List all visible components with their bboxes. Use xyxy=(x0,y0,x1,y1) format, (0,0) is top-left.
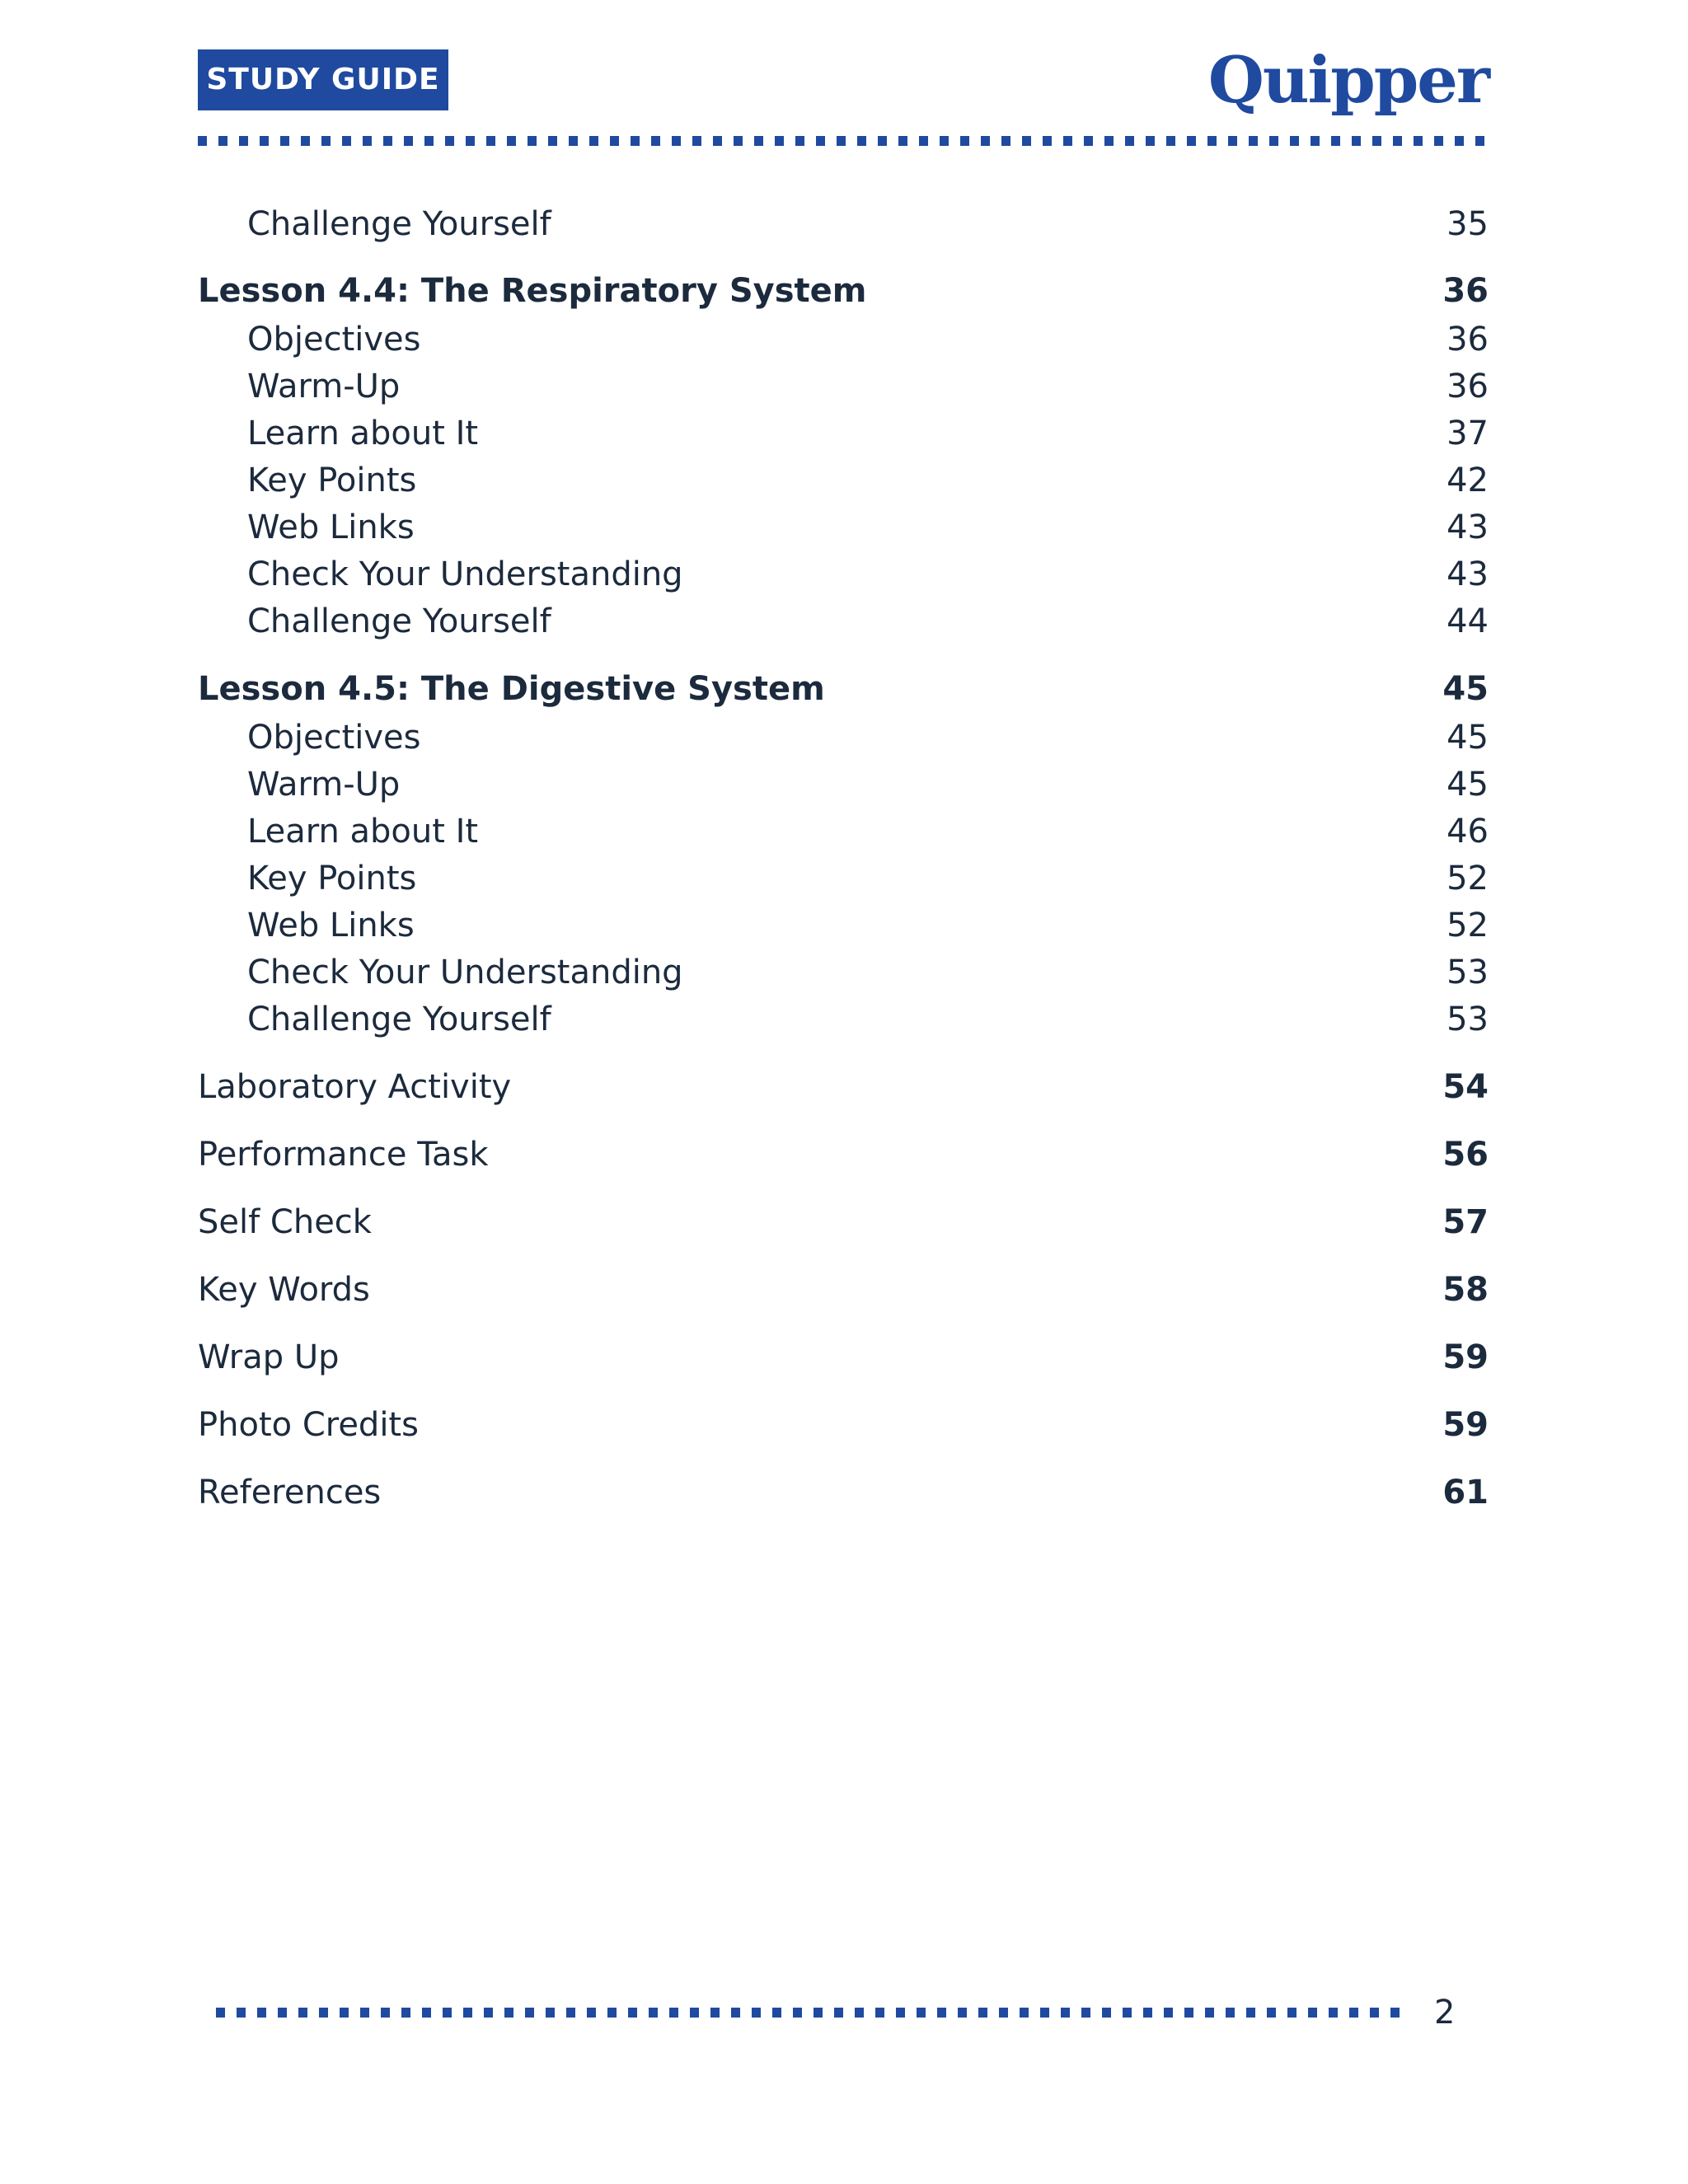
toc-entry-label: Self Check xyxy=(198,1203,372,1241)
toc-entry-photo-credits[interactable] xyxy=(198,1402,1489,1448)
toc-entry-label: Key Points xyxy=(247,462,417,499)
toc-entry-page: 54 xyxy=(1442,1068,1489,1106)
toc-entry-label: References xyxy=(198,1474,382,1511)
toc-entry-page: 43 xyxy=(1447,509,1489,546)
toc-entry-warm-up[interactable] xyxy=(198,363,1489,410)
header-dotted-divider xyxy=(198,136,1489,146)
toc-entry-label: Check Your Understanding xyxy=(247,555,683,593)
page-number: 2 xyxy=(1434,1994,1456,2032)
toc-entry-label: Performance Task xyxy=(198,1136,489,1174)
toc-entry-key-points[interactable] xyxy=(198,457,1489,504)
toc-lesson-4-4[interactable] xyxy=(198,268,1489,314)
toc-entry-page: 36 xyxy=(1442,272,1489,310)
toc-entry-page: 52 xyxy=(1447,907,1489,944)
toc-entry-label: Lesson 4.5: The Digestive System xyxy=(198,670,825,708)
toc-entry-page: 59 xyxy=(1442,1406,1489,1444)
toc-entry-web-links[interactable] xyxy=(198,504,1489,551)
toc-entry-performance-task[interactable] xyxy=(198,1132,1489,1178)
toc-entry-page: 45 xyxy=(1442,670,1489,708)
toc-entry-label: Photo Credits xyxy=(198,1406,419,1444)
toc-entry-web-links[interactable] xyxy=(198,902,1489,949)
toc-entry-challenge-yourself[interactable] xyxy=(198,598,1489,644)
toc-entry-page: 61 xyxy=(1442,1474,1489,1511)
study-guide-badge: STUDY GUIDE xyxy=(198,49,448,110)
toc-entry-label: Warm-Up xyxy=(247,766,401,804)
toc-entry-label: Web Links xyxy=(247,509,415,546)
toc-entry-label: Challenge Yourself xyxy=(247,205,551,243)
toc-entry-learn-about-it[interactable] xyxy=(198,410,1489,457)
toc-entry-label: Learn about It xyxy=(247,415,479,452)
toc-entry-wrap-up[interactable] xyxy=(198,1334,1489,1380)
toc-entry-key-points[interactable] xyxy=(198,855,1489,902)
toc-entry-page: 53 xyxy=(1447,954,1489,991)
toc-entry-page: 56 xyxy=(1442,1136,1489,1174)
toc-entry-challenge-yourself[interactable] xyxy=(198,201,1489,247)
toc-entry-page: 36 xyxy=(1447,368,1489,405)
toc-entry-label: Objectives xyxy=(247,321,421,359)
toc-entry-laboratory-activity[interactable] xyxy=(198,1064,1489,1110)
toc-entry-label: Web Links xyxy=(247,907,415,944)
toc-entry-learn-about-it[interactable] xyxy=(198,808,1489,855)
toc-entry-label: Challenge Yourself xyxy=(247,1001,551,1038)
toc-entry-page: 57 xyxy=(1442,1203,1489,1241)
toc-entry-label: Check Your Understanding xyxy=(247,954,683,991)
toc-entry-label: Learn about It xyxy=(247,813,479,851)
toc-entry-page: 45 xyxy=(1447,766,1489,804)
toc-entry-page: 53 xyxy=(1447,1001,1489,1038)
toc-entry-objectives[interactable] xyxy=(198,316,1489,363)
toc-entry-label: Warm-Up xyxy=(247,368,401,405)
toc-entry-page: 46 xyxy=(1447,813,1489,851)
footer-dotted-divider xyxy=(216,2008,1404,2018)
toc-entry-page: 37 xyxy=(1447,415,1489,452)
toc-entry-check-your-understanding[interactable] xyxy=(198,551,1489,598)
toc-entry-check-your-understanding[interactable] xyxy=(198,949,1489,996)
toc-entry-label: Challenge Yourself xyxy=(247,602,551,640)
toc-entry-label: Lesson 4.4: The Respiratory System xyxy=(198,272,867,310)
toc-entry-label: Key Points xyxy=(247,860,417,898)
toc-entry-page: 58 xyxy=(1442,1271,1489,1309)
toc-entry-page: 45 xyxy=(1447,719,1489,757)
quipper-logo: Quipper xyxy=(1207,43,1489,118)
toc-entry-page: 44 xyxy=(1447,602,1489,640)
toc-entry-page: 59 xyxy=(1442,1338,1489,1376)
toc-entry-self-check[interactable] xyxy=(198,1199,1489,1245)
toc-entry-warm-up[interactable] xyxy=(198,762,1489,808)
toc-entry-key-words[interactable] xyxy=(198,1267,1489,1313)
toc-entry-challenge-yourself[interactable] xyxy=(198,996,1489,1043)
toc-entry-label: Objectives xyxy=(247,719,421,757)
toc-lesson-4-5[interactable] xyxy=(198,666,1489,712)
toc-entry-label: Laboratory Activity xyxy=(198,1068,512,1106)
toc-entry-page: 36 xyxy=(1447,321,1489,359)
toc-entry-references[interactable] xyxy=(198,1469,1489,1516)
toc-entry-page: 42 xyxy=(1447,462,1489,499)
toc-entry-label: Wrap Up xyxy=(198,1338,340,1376)
toc-entry-objectives[interactable] xyxy=(198,715,1489,761)
toc-entry-page: 43 xyxy=(1447,555,1489,593)
toc-entry-page: 52 xyxy=(1447,860,1489,898)
toc-entry-page: 35 xyxy=(1447,205,1489,243)
toc-entry-label: Key Words xyxy=(198,1271,370,1309)
